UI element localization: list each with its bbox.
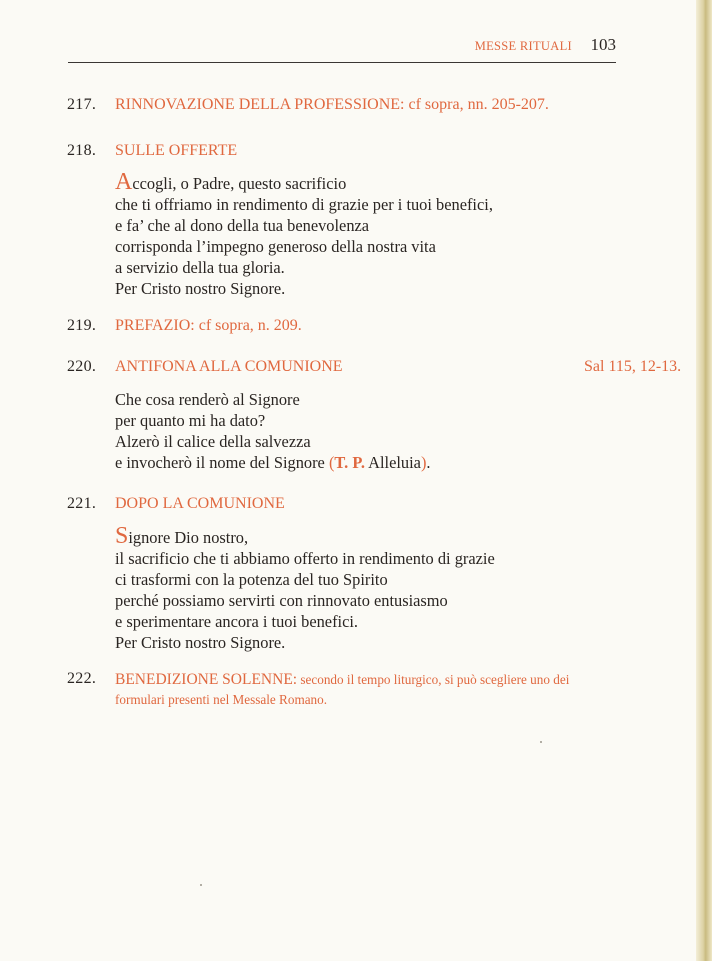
entry-number: 218. xyxy=(67,142,97,159)
prayer-line: perché possiamo servirti con rinnovato entusiasmo xyxy=(115,591,448,610)
drop-cap: A xyxy=(115,169,133,195)
prayer-line: a servizio della tua gloria. xyxy=(115,258,285,277)
prayer-line: e fa’ che al dono della tua benevolenza xyxy=(115,216,370,235)
prayer-offerte xyxy=(115,169,493,299)
prayer-line: Accogli, o Padre, questo sacrificio xyxy=(115,169,347,195)
entry-title: PREFAZIO: cf sopra, n. 209. xyxy=(115,317,302,334)
entry-title: ANTIFONA ALLA COMUNIONE xyxy=(115,358,343,375)
prayer-line: Signore Dio nostro, xyxy=(115,523,249,549)
page-edge xyxy=(696,0,712,961)
prayer-line: Per Cristo nostro Signore. xyxy=(115,633,286,652)
entry-number: 221. xyxy=(67,495,97,512)
antiphon-line: per quanto mi ha dato? xyxy=(115,411,266,430)
drop-cap: S xyxy=(115,523,129,549)
prayer-comunione xyxy=(115,523,495,653)
prayer-line: ci trasformi con la potenza del tuo Spirito xyxy=(115,570,388,589)
entry-title: RINNOVAZIONE DELLA PROFESSIONE: cf sopra, nn. 205-207. xyxy=(115,96,549,113)
paper-speck xyxy=(200,884,202,886)
prayer-line: Per Cristo nostro Signore. xyxy=(115,279,286,298)
entry-number: 222. xyxy=(67,670,97,687)
prayer-line: il sacrificio che ti abbiamo offerto in rendimento di grazie xyxy=(115,549,495,568)
paper-speck xyxy=(540,741,542,743)
entry-title: DOPO LA COMUNIONE xyxy=(115,495,285,512)
entry-title: BENEDIZIONE SOLENNE: secondo il tempo liturgico, si può scegliere uno dei formulari presenti nel Messale Romano. xyxy=(115,671,570,707)
entry-number: 220. xyxy=(67,358,97,375)
prayer-line: corrisponda l’impegno generoso della nostra vita xyxy=(115,237,436,256)
prayer-line: e sperimentare ancora i tuoi benefici. xyxy=(115,612,359,631)
antiphon-line: Che cosa renderò al Signore xyxy=(115,390,300,409)
antiphon-line: Alzerò il calice della salvezza xyxy=(115,432,311,451)
antiphon-line: e invocherò il nome del Signore (T. P. Alleluia). xyxy=(115,453,431,472)
running-header xyxy=(68,30,616,63)
tempo-pasquale: T. P. xyxy=(334,453,365,472)
page-number: 103 xyxy=(590,35,616,54)
scripture-reference: Sal 115, 12-13. xyxy=(584,358,682,375)
entry-number: 217. xyxy=(67,96,97,113)
antiphon-comunione xyxy=(115,389,431,473)
prayer-line: che ti offriamo in rendimento di grazie per i tuoi benefici, xyxy=(115,195,493,214)
entry-title: SULLE OFFERTE xyxy=(115,142,238,159)
entry-number: 219. xyxy=(67,317,97,334)
running-title: MESSE RITUALI xyxy=(474,39,572,53)
